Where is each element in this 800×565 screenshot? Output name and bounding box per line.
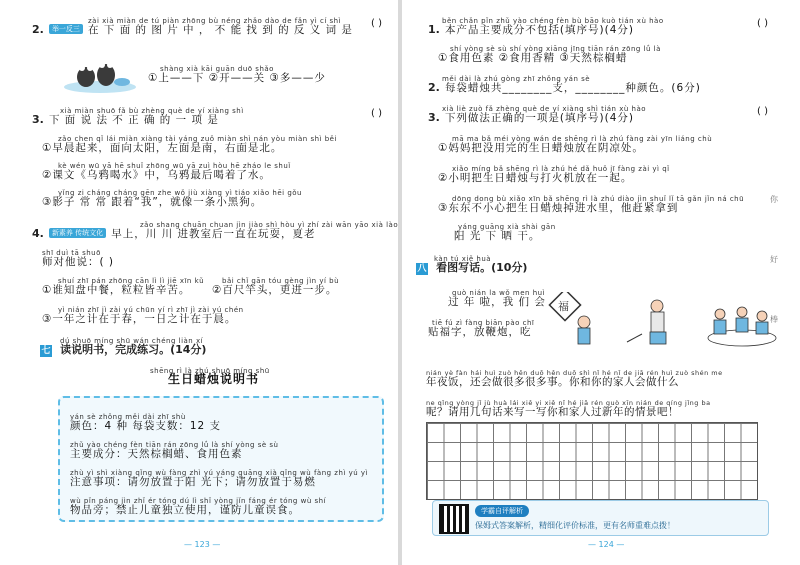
section-number-badge: 八: [417, 264, 427, 274]
pinyin-line: guò nián la wǒ men huì: [452, 289, 546, 297]
r-q2-stem[interactable]: [428, 76, 701, 95]
manual-text: 主要成分：天然棕榈蜡、食用色素: [70, 448, 243, 460]
pinyin-line: shuí zhī pán zhōng cān lì lì jiē xīn kǔ: [58, 277, 205, 285]
question-text: 师对他说：( ): [42, 256, 115, 268]
writing-grid[interactable]: [426, 422, 758, 500]
manual-line-3: [70, 470, 316, 489]
answer-blank[interactable]: ( ): [371, 108, 382, 119]
section-number-badge: 七: [41, 346, 51, 356]
pinyin-line: zǎo shang chuān chuan jìn jiào shì hòu yì zhí zài wān yāo xià lào: [140, 221, 399, 229]
option-text: ②课文《乌鸦喝水》中，乌鸦最后喝着了水。: [42, 169, 271, 181]
pinyin-line: zhǔ yào chéng fèn tiān rán zōng lǘ là shí yòng sè sù: [70, 441, 279, 449]
q3-option-3[interactable]: [42, 190, 262, 209]
option-text: ①妈妈把没用完的生日蜡烛放在阴凉处。: [438, 142, 644, 154]
section-8-header: [416, 256, 527, 275]
pinyin-line: měi dài là zhú gòng zhī zhǒng yán sè: [442, 75, 591, 83]
option-text: ③影子 常 常 跟着“我”，就像一条小黑狗。: [42, 196, 263, 208]
frogs-illustration: [60, 55, 140, 95]
page-number: — 123 —: [184, 540, 221, 549]
side-char: 你: [770, 195, 778, 204]
new-year-illustration: [532, 292, 782, 354]
answer-blank[interactable]: ( ): [757, 106, 768, 117]
side-char: 好: [770, 255, 778, 264]
question-number: 2.: [32, 23, 44, 36]
section-title: 看图写话。(10分): [436, 261, 528, 274]
manual-text: 物品旁；禁止儿童独立使用，谨防儿童误食。: [70, 504, 300, 516]
question-text: 每袋蜡烛共________支，________种颜色。(6分): [444, 82, 701, 94]
option-text: ②百尺竿头，更进一步。: [212, 284, 338, 296]
page-number: — 124 —: [588, 540, 625, 549]
write-line-4: [426, 400, 679, 419]
r-q3-option-3-cont: [454, 224, 540, 243]
pinyin-line: yǐng zi cháng cháng gēn zhe wǒ jiù xiàng yì tiáo xiǎo hēi gǒu: [58, 189, 302, 197]
pinyin-line: shí yòng sè sù shí yòng xiāng jīng tiān rán zōng lǘ là: [450, 45, 661, 53]
pinyin-line: tiē fú zì fàng biān pào chī: [432, 319, 535, 327]
question-text: 下列做法正确的一项是(填序号)(4分): [444, 112, 635, 124]
question-text: 在 下 面 的 图 片 中 ， 不 能 找 到 的 反 义 词 是: [88, 24, 353, 36]
manual-line-1: [70, 414, 221, 433]
pinyin-line: dú shuō míng shū wán chéng liàn xí: [60, 337, 204, 345]
option-text: ①谁知盘中餐，粒粒皆辛苦。: [42, 284, 191, 296]
prompt-text: 年夜饭，还会做很多很多事。你和你的家人会做什么: [426, 376, 679, 388]
r-q3-option-2[interactable]: [438, 166, 632, 185]
section-title: 读说明书，完成练习。(14分): [60, 343, 207, 356]
pinyin-line: yì nián zhī jì zài yú chūn yí rì zhī jì zài yú chén: [58, 306, 244, 314]
pinyin-line: wù pǐn páng jìn zhǐ ér tóng dú lì shǐ yòng jǐn fáng ér tóng wù shí: [70, 497, 327, 505]
option-text: ①早晨起来，面向太阳，左面是南，右面是北。: [42, 142, 283, 154]
option-text: ③东东不小心把生日蜡烛掉进水里，他赶紧拿到: [438, 202, 679, 214]
q4-option-3[interactable]: [42, 307, 236, 326]
manual-line-4: [70, 498, 300, 517]
q4-option-1[interactable]: [42, 278, 190, 297]
answer-blank[interactable]: ( ): [371, 18, 382, 29]
pinyin-line: yáng guāng xià shài gān: [458, 223, 556, 231]
qr-code-icon[interactable]: [439, 504, 469, 534]
option-text: ③一年之计在于春，一日之计在于晨。: [42, 313, 237, 325]
q4-stem-2[interactable]: [42, 250, 114, 269]
manual-text: 颜色：4 种 每袋支数：12 支: [70, 420, 222, 432]
pinyin-line: yán sè zhǒng měi dài zhī shù: [70, 413, 186, 421]
pinyin-line: zài xià miàn de tú piàn zhōng bù néng zhǎo dào de fǎn yì cí shì: [88, 17, 342, 25]
pinyin-line: xià liè zuò fǎ zhèng què de yí xiàng shì tián xù hào: [442, 105, 647, 113]
pinyin-line: kàn tú xiě huà: [434, 255, 492, 263]
pinyin-line: ne qǐng yòng jǐ jù huà lái xiě yi xiě nǐ hé jiā rén guò xīn nián de qíng jǐng ba: [426, 399, 711, 407]
q2-stem: [32, 18, 382, 37]
option-text: ②小明把生日蜡烛与打火机放在一起。: [438, 172, 633, 184]
fu-sign-text: 福: [558, 301, 569, 313]
manual-line-2: [70, 442, 243, 461]
right-page: [402, 0, 800, 565]
prompt-text: 过 年 啦，我 们 会: [448, 296, 546, 308]
section-7-header: [40, 338, 206, 357]
manual-text: 注意事项：请勿放置于阳 光下；请勿放置于易燃: [70, 476, 316, 488]
pinyin-line: dōng dong bù xiǎo xīn bǎ shēng rì là zhú diào jìn shuǐ lǐ tā gǎn jǐn ná chū: [452, 195, 745, 203]
question-text: 早上，川 川 进教室后一直在玩耍，夏老: [111, 228, 316, 240]
question-number: 1.: [428, 23, 440, 36]
answer-blank[interactable]: ( ): [757, 18, 768, 29]
r-q3-option-3[interactable]: [438, 196, 678, 215]
option-text: 阳 光 下 晒 干。: [454, 230, 541, 242]
pinyin-line: zhù yì shì xiàng qǐng wù fàng zhì yú yáng guāng xià qǐng wù fàng zhì yú yì: [70, 469, 368, 477]
pinyin-line: běn chǎn pǐn zhǔ yào chéng fèn bù bāo kuò tián xù hào: [442, 17, 664, 25]
pinyin-line: nián yè fàn hái huì zuò hěn duō hěn duō shì nǐ hé nǐ de jiā rén huì zuò shén me: [426, 369, 723, 377]
question-number: 3.: [428, 111, 440, 124]
question-number: 3.: [32, 113, 44, 126]
side-margin-text: [770, 170, 782, 350]
r-q3-option-1[interactable]: [438, 136, 644, 155]
pinyin-line: xià miàn shuō fǎ bù zhèng què de yí xiàng shì: [60, 107, 244, 115]
q2-options[interactable]: [148, 66, 326, 85]
write-line-2: [428, 319, 535, 339]
pinyin-line: shàng xià kāi guān duō shǎo: [160, 65, 274, 73]
q3-stem: [32, 108, 382, 127]
q4-option-2[interactable]: [212, 277, 340, 297]
pinyin-line: shēng rì là zhú shuō míng shū: [150, 367, 270, 375]
write-line-3: [426, 370, 679, 389]
question-number: 4.: [32, 227, 44, 240]
pinyin-line: mā ma bǎ méi yòng wán de shēng rì là zhú fàng zài yīn liáng chù: [452, 135, 713, 143]
pinyin-line: bǎi chǐ gān tóu gèng jìn yí bù: [222, 277, 340, 285]
question-text: 下 面 说 法 不 正 确 的 一 项 是: [48, 114, 219, 126]
q4-stem: [32, 222, 382, 241]
question-text: 本产品主要成分不包括(填序号)(4分): [444, 24, 635, 36]
options-text: ①食用色素 ②食用香精 ③天然棕榈蜡: [438, 52, 628, 64]
pinyin-line: xiǎo míng bǎ shēng rì là zhú hé dǎ huǒ jī fàng zài yì qǐ: [452, 165, 670, 173]
instruction-card: [58, 396, 384, 522]
r-q1-options[interactable]: [438, 46, 627, 65]
options-text: ①上——下 ②开——关 ③多——少: [148, 72, 326, 84]
tag-badge: 举一反三: [49, 24, 83, 34]
pinyin-line: kè wén wū yā hē shuǐ zhōng wū yā zuì hòu hē zháo le shuǐ: [58, 162, 291, 170]
question-number: 2.: [428, 81, 440, 94]
prompt-text: 呢？请用几句话来写一写你和家人过新年的情景吧！: [426, 406, 679, 418]
manual-title-text: 生日蜡烛说明书: [168, 372, 260, 386]
promo-text: 保姆式答案解析，精细化评价标准，更有名师重难点拨！: [475, 521, 675, 530]
promo-tag: 学霸自评解析: [475, 505, 529, 517]
r-q1-stem: [428, 18, 768, 37]
tag-badge: 新素养 传统文化: [49, 228, 106, 238]
self-assessment-banner[interactable]: [432, 500, 769, 536]
left-page: [0, 0, 398, 565]
manual-title: [168, 368, 259, 387]
side-char: 棒: [770, 315, 778, 324]
pinyin-line: shī duì tā shuō: [42, 249, 101, 257]
prompt-text: 贴福字，放鞭炮，吃: [428, 326, 532, 338]
pinyin-line: zǎo chen qǐ lái miàn xiàng tài yáng zuǒ miàn shì nán yòu miàn shì běi: [58, 135, 337, 143]
r-q3-stem: [428, 106, 768, 125]
